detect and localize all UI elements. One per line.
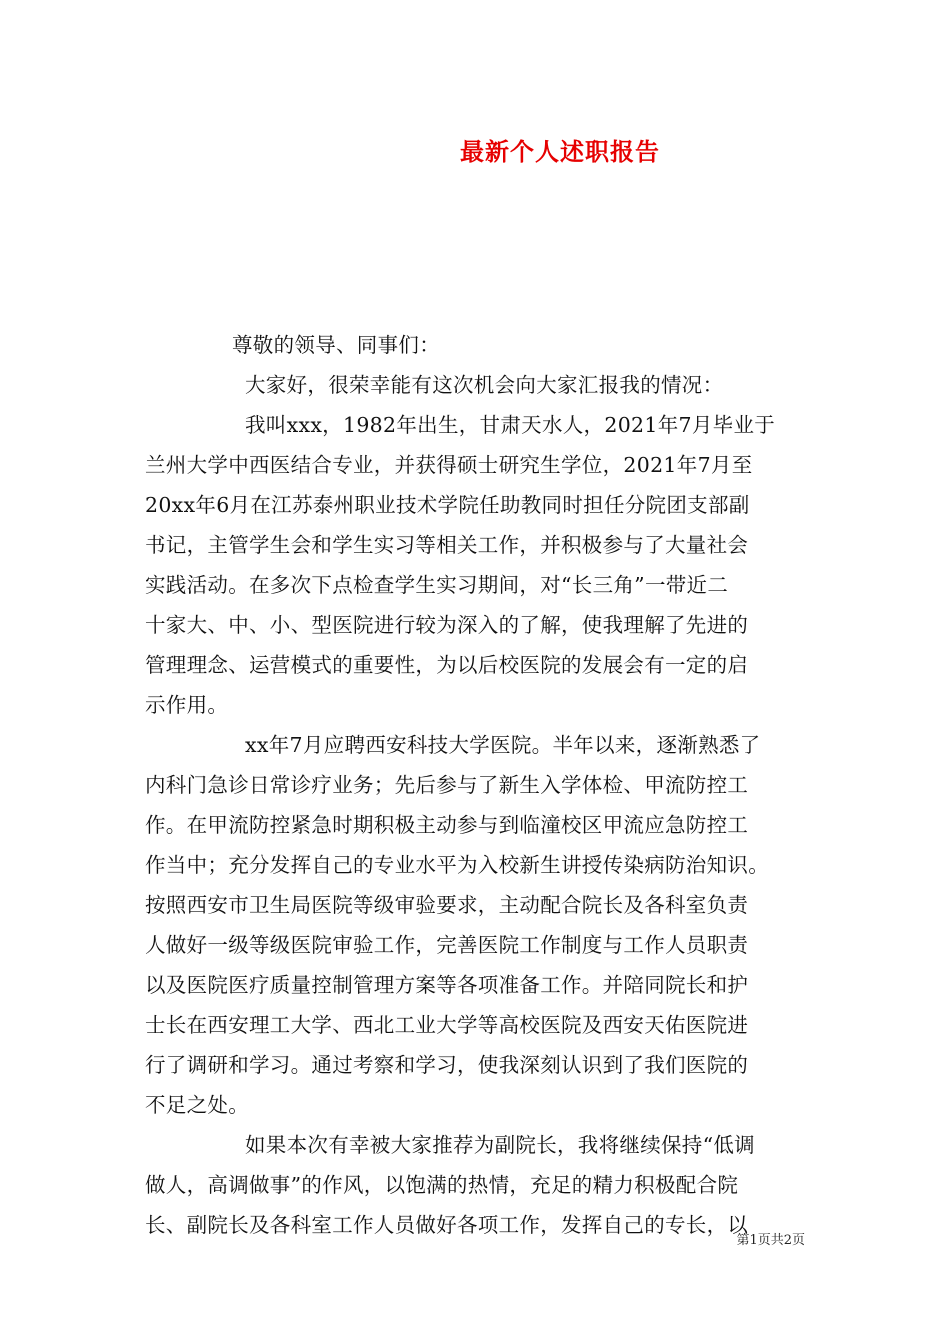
paragraph-line: 实践活动。在多次下点检查学生实习期间，对“长三角”一带近二 bbox=[145, 573, 729, 597]
paragraph-background bbox=[145, 405, 805, 725]
paragraph-line: 书记，主管学生会和学生实习等相关工作，并积极参与了大量社会 bbox=[145, 533, 749, 557]
salutation: 尊敬的领导、同事们： bbox=[232, 333, 440, 357]
paragraph-line: xx年7月应聘西安科技大学医院。半年以来，逐渐熟悉了 bbox=[245, 733, 761, 757]
paragraph-plan bbox=[145, 1125, 805, 1245]
paragraph-line: 作。在甲流防控紧急时期积极主动参与到临潼校区甲流应急防控工 bbox=[145, 813, 749, 837]
paragraph-line: 作当中；充分发挥自己的专业水平为入校新生讲授传染病防治知识。 bbox=[145, 853, 769, 877]
paragraph-line: 行了调研和学习。通过考察和学习，使我深刻认识到了我们医院的 bbox=[145, 1053, 749, 1077]
paragraph-line: 管理理念、运营模式的重要性，为以后校医院的发展会有一定的启 bbox=[145, 653, 749, 677]
paragraph-line: 人做好一级等级医院审验工作，完善医院工作制度与工作人员职责 bbox=[145, 933, 749, 957]
paragraph-line: 我叫xxx，1982年出生，甘肃天水人，2021年7月毕业于 bbox=[245, 413, 776, 437]
paragraph-line: 士长在西安理工大学、西北工业大学等高校医院及西安天佑医院进 bbox=[145, 1013, 749, 1037]
paragraph-line: 20xx年6月在江苏泰州职业技术学院任助教同时担任分院团支部副 bbox=[145, 493, 750, 517]
document-title: 最新个人述职报告 bbox=[460, 137, 660, 166]
paragraph-line: 做人，高调做事”的作风，以饱满的热情，充足的精力积极配合院 bbox=[145, 1173, 739, 1197]
paragraph-current-work bbox=[145, 725, 805, 1125]
paragraph-line: 长、副院长及各科室工作人员做好各项工作，发挥自己的专长，以 bbox=[145, 1213, 749, 1237]
document-body bbox=[145, 325, 805, 1245]
paragraph-line: 以及医院医疗质量控制管理方案等各项准备工作。并陪同院长和护 bbox=[145, 973, 749, 997]
paragraph-line: 不足之处。 bbox=[145, 1093, 249, 1117]
paragraph-line: 示作用。 bbox=[145, 693, 229, 717]
paragraph-line: 按照西安市卫生局医院等级审验要求，主动配合院长及各科室负责 bbox=[145, 893, 749, 917]
page-number: 第1页共2页 bbox=[736, 1233, 805, 1248]
paragraph-line: 大家好，很荣幸能有这次机会向大家汇报我的情况： bbox=[245, 373, 724, 397]
paragraph-greeting bbox=[145, 365, 805, 405]
paragraph-line: 内科门急诊日常诊疗业务；先后参与了新生入学体检、甲流防控工 bbox=[145, 773, 749, 797]
paragraph-line: 十家大、中、小、型医院进行较为深入的了解，使我理解了先进的 bbox=[145, 613, 749, 637]
paragraph-line: 如果本次有幸被大家推荐为副院长，我将继续保持“低调 bbox=[245, 1133, 755, 1157]
paragraph-line: 兰州大学中西医结合专业，并获得硕士研究生学位，2021年7月至 bbox=[145, 453, 753, 477]
